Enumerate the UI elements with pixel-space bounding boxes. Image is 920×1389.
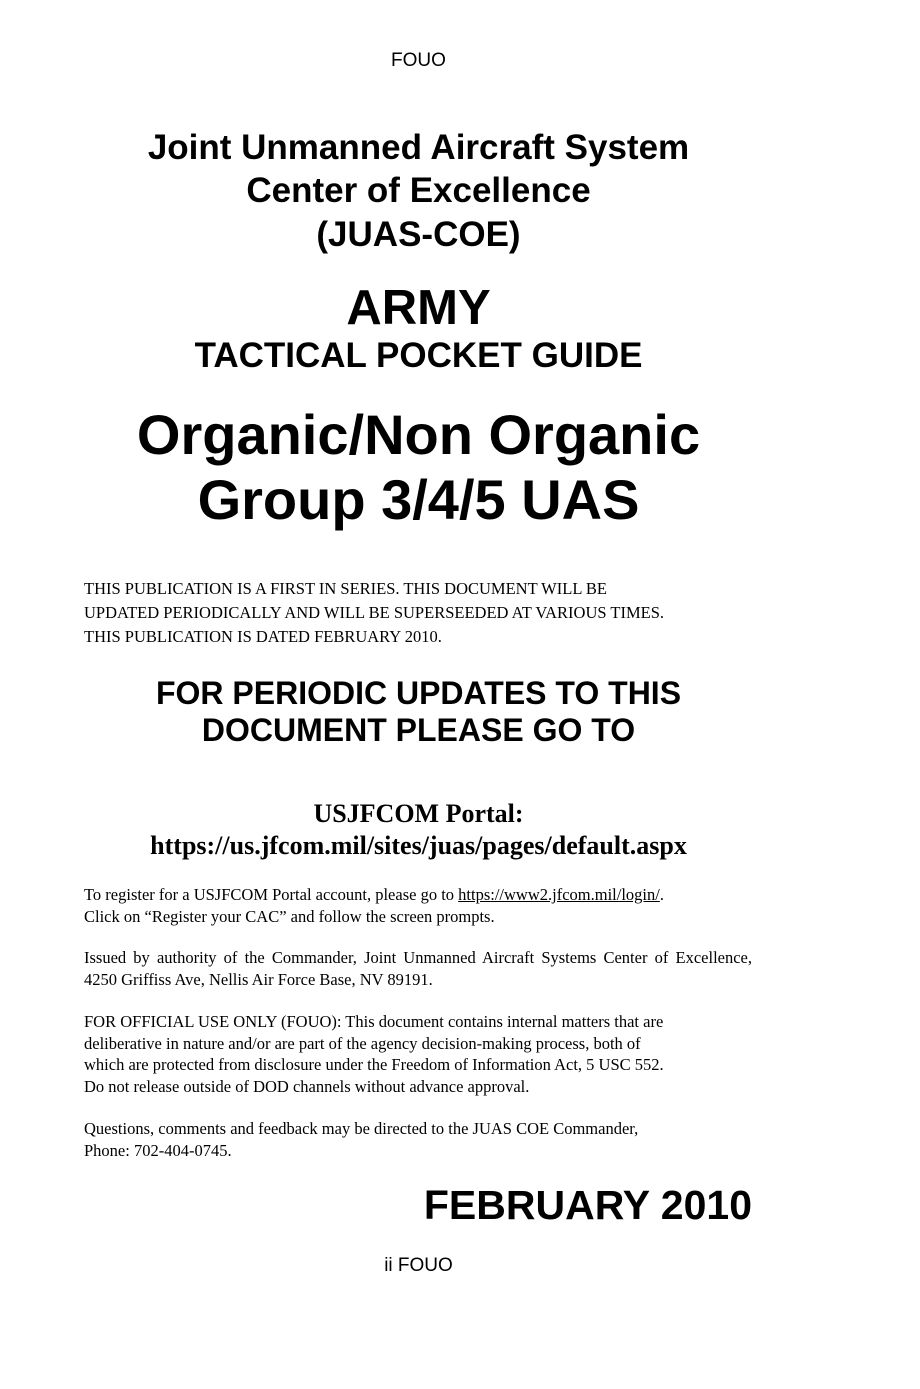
subject-title-line-2: Group 3/4/5 UAS	[197, 468, 640, 531]
register-cac-instruction: Click on “Register your CAC” and follow the screen prompts.	[84, 906, 495, 926]
register-instructions	[84, 884, 752, 927]
register-text: To register for a USJFCOM Portal account, please go to	[84, 885, 459, 904]
updates-heading-line-1: FOR PERIODIC UPDATES TO THIS	[155, 675, 682, 711]
organization-name-line-1: Joint Unmanned Aircraft System	[147, 128, 690, 167]
fouo-notice-line: Do not release outside of DOD channels without advance approval.	[84, 1076, 530, 1096]
organization-acronym: (JUAS-COE)	[316, 215, 521, 254]
portal-label: USJFCOM Portal:	[313, 799, 524, 828]
register-text-end: .	[659, 885, 664, 904]
contact-phone: Phone: 702-404-0745.	[84, 1140, 232, 1160]
fouo-notice	[84, 1011, 752, 1097]
fouo-notice-line: FOR OFFICIAL USE ONLY (FOUO): This document contains internal matters that are	[84, 1012, 664, 1031]
subject-title-line-1: Organic/Non Organic	[136, 403, 701, 466]
footer-page-marking: ii FOUO	[384, 1255, 453, 1276]
issuing-authority-statement: Issued by authority of the Commander, Joint Unmanned Aircraft Systems Center of Excellence, 4250 Griffiss Ave, Nellis Air Force Base, NV 89191.	[84, 948, 752, 989]
publication-date: FEBRUARY 2010	[423, 1182, 752, 1228]
register-login-link[interactable]: https://www2.jfcom.mil/login/	[458, 885, 660, 904]
fouo-notice-line: deliberative in nature and/or are part of the agency decision-making process, both of	[84, 1033, 641, 1053]
series-notice	[84, 577, 774, 649]
questions-contact	[84, 1118, 752, 1161]
questions-line: Questions, comments and feedback may be directed to the JUAS COE Commander,	[84, 1119, 639, 1138]
portal-url: https://us.jfcom.mil/sites/juas/pages/default.aspx	[150, 831, 687, 860]
guide-type-title: TACTICAL POCKET GUIDE	[194, 336, 643, 375]
fouo-notice-line: which are protected from disclosure under the Freedom of Information Act, 5 USC 552.	[84, 1055, 664, 1074]
organization-name-line-2: Center of Excellence	[246, 171, 591, 210]
service-title: ARMY	[346, 281, 491, 335]
updates-heading-line-2: DOCUMENT PLEASE GO TO	[201, 712, 636, 748]
series-notice-line: UPDATED PERIODICALLY AND WILL BE SUPERSEEDED AT VARIOUS TIMES.	[84, 603, 665, 622]
series-notice-line: THIS PUBLICATION IS A FIRST IN SERIES. THIS DOCUMENT WILL BE	[84, 579, 607, 598]
header-fouo-marking: FOUO	[391, 50, 446, 71]
series-notice-line: THIS PUBLICATION IS DATED FEBRUARY 2010.	[84, 627, 442, 646]
